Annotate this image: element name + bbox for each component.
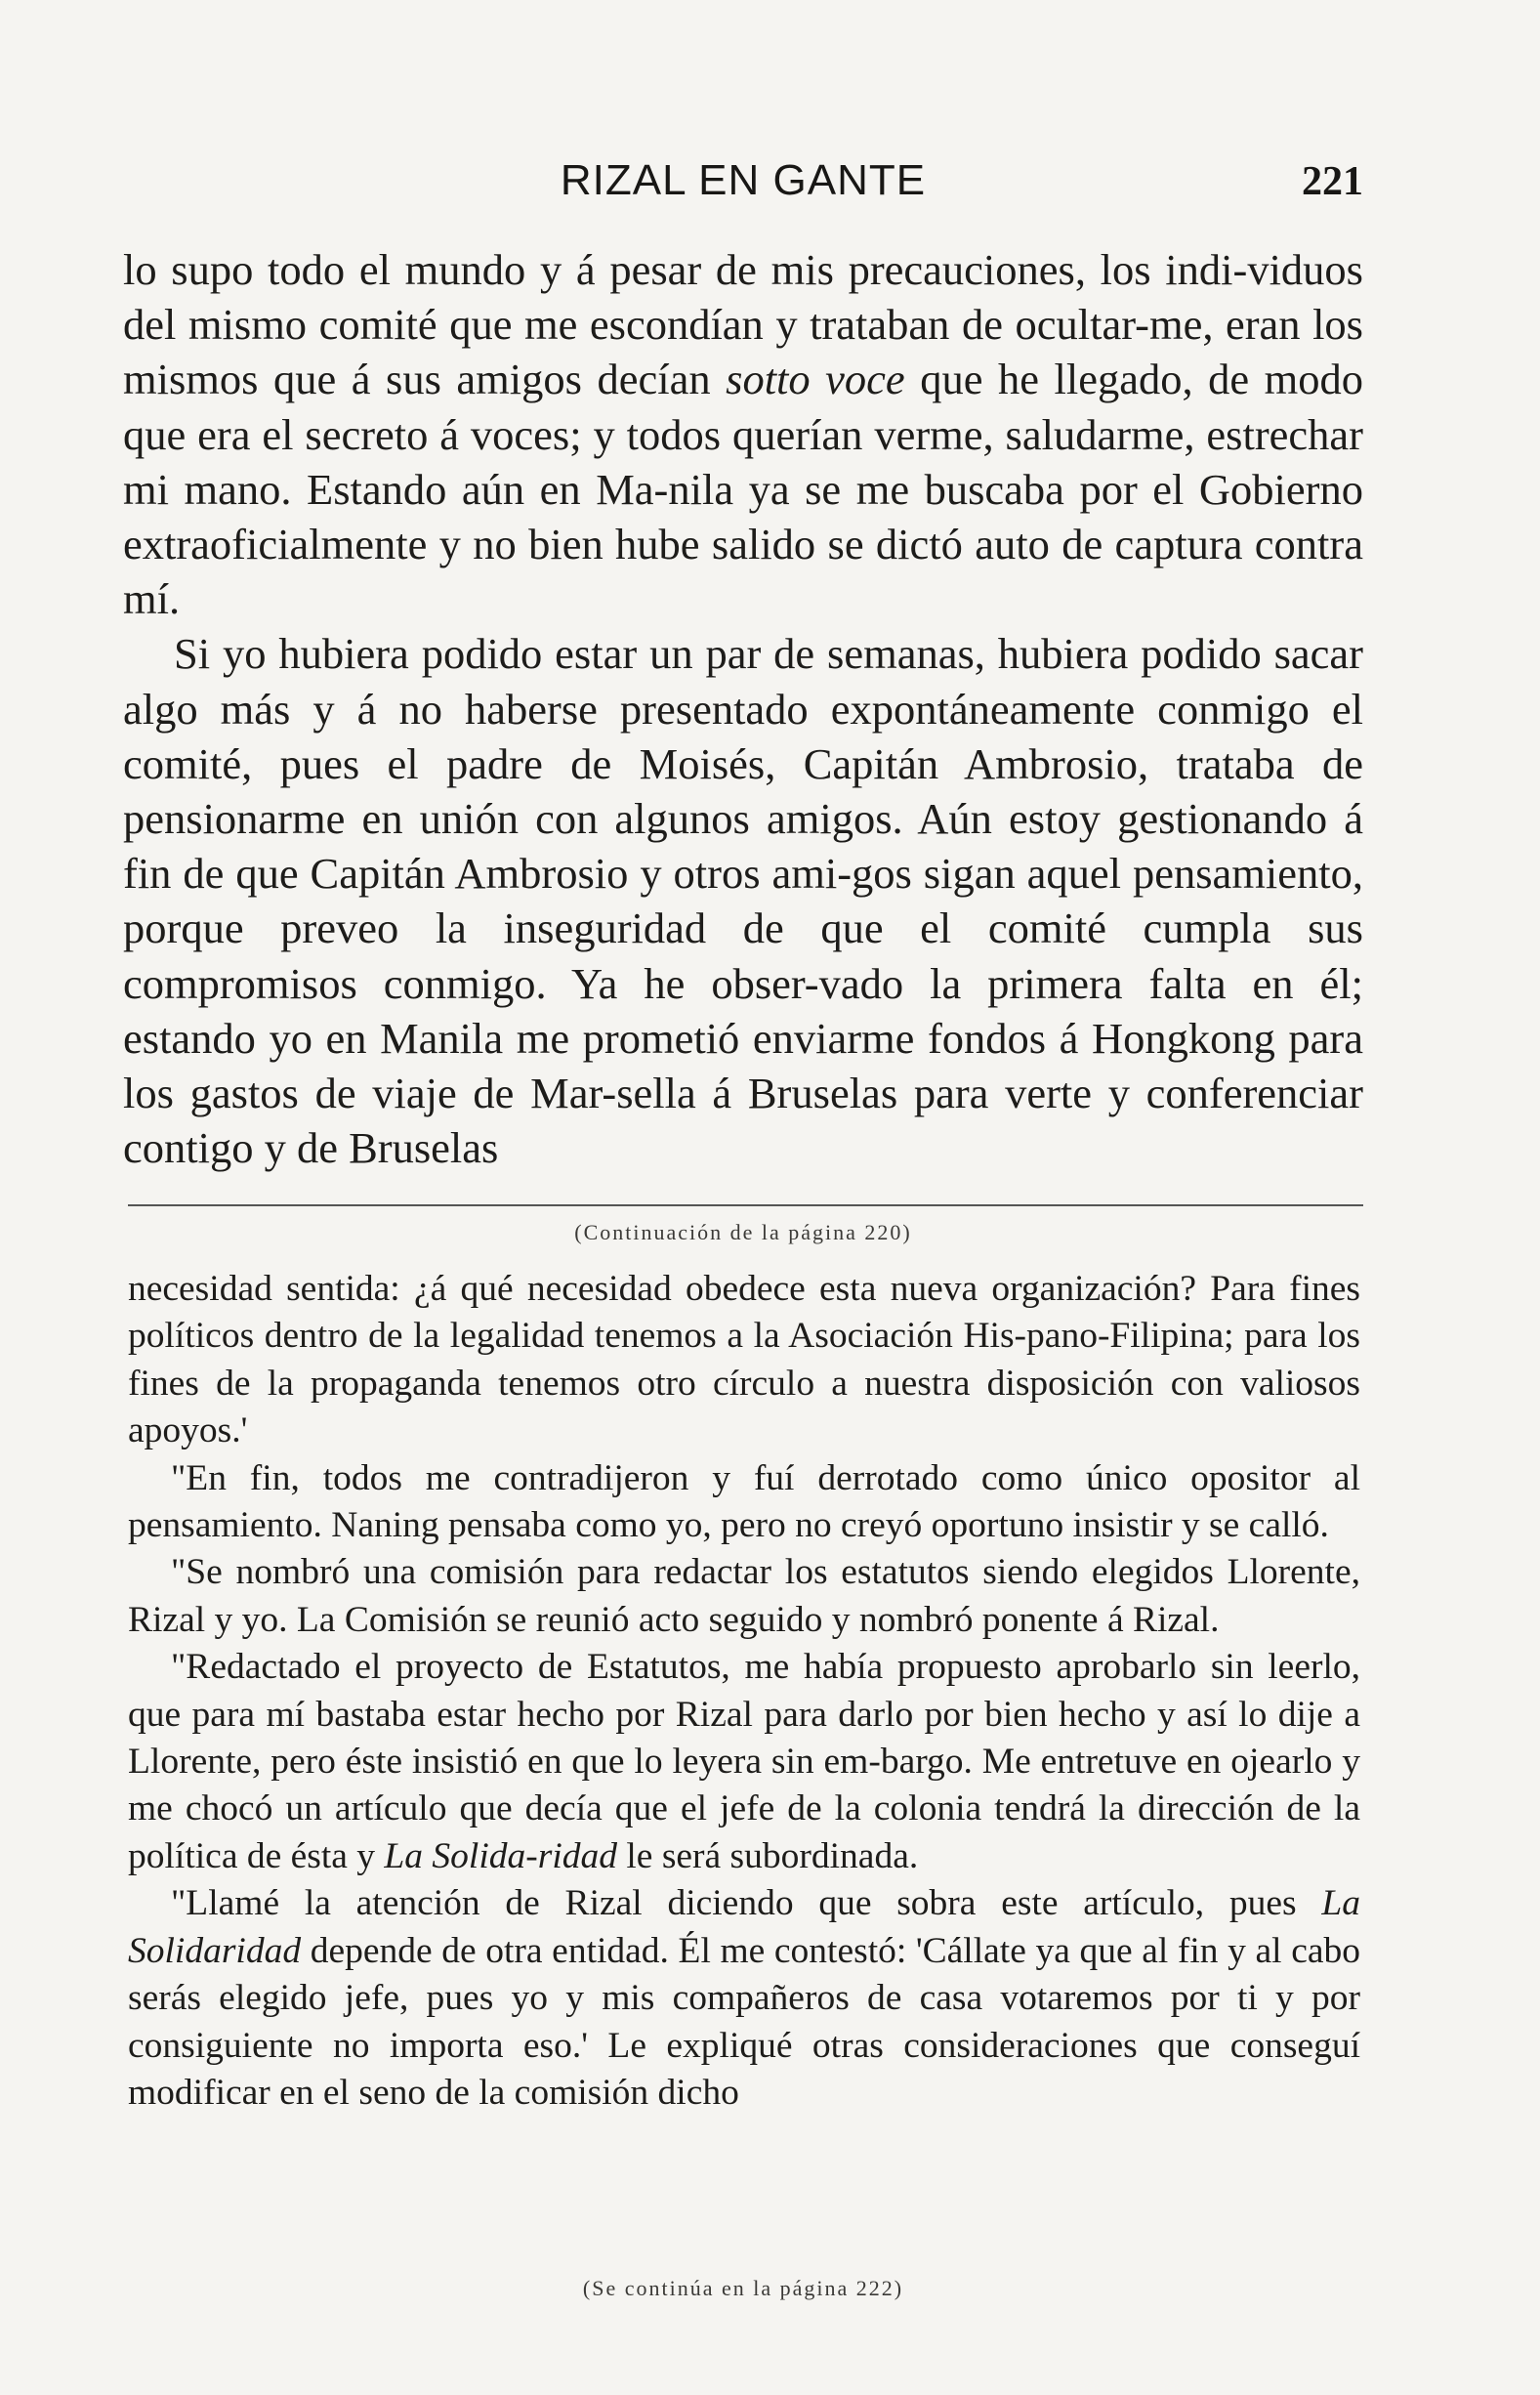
italic-phrase: sotto voce [726, 355, 905, 404]
continued-from-label: (Continuación de la página 220) [574, 1220, 912, 1244]
continued-on-label: (Se continúa en la página 222) [582, 2276, 904, 2300]
italic-title: La Solida-ridad [384, 1835, 617, 1876]
italic-title: La Solidaridad [128, 1883, 1360, 1971]
note-paragraph-5: "Llamé la atención de Rizal diciendo que sobra este artículo, pues La Solidaridad depende de otra entidad. Él me contestó: 'Cállate ya que al fin y al cabo serás elegido jefe, pues yo y mis compañeros de casa votaremos por ti y por consiguiente no importa eso.' Le expliqué otras consideraciones que conseguí modificar en el seno de la comisión dicho [128, 1883, 1360, 2113]
running-title: RIZAL EN GANTE [560, 156, 927, 204]
main-paragraph-2: Si yo hubiera podido estar un par de semanas, hubiera podido sacar algo más y á no haberse presentado expontáneamente conmigo el comité, pues el padre de Moisés, Capitán Ambrosio, trataba de pensionarme en unión con algunos amigos. Aún estoy gestionando á fin de que Capitán Ambrosio y otros ami-gos sigan aquel pensamiento, porque preveo la inseguridad de que el comité cumpla sus compromisos conmigo. Ya he obser-vado la primera falta en él; estando yo en Manila me prometió enviarme fondos á Hongkong para los gastos de viaje de Mar-sella á Bruselas para verte y conferenciar contigo y de Bruselas [123, 629, 1363, 1173]
note-paragraph-1: necesidad sentida: ¿á qué necesidad obedece esta nueva organización? Para fines políticos dentro de la legalidad tenemos a la Asociación His-pano-Filipina; para los fines de la propaganda tenemos otro círculo a nuestra disposición con valiosos apoyos.' [128, 1269, 1360, 1451]
note-text [128, 1266, 1360, 2117]
note-paragraph-4: "Redactado el proyecto de Estatutos, me había propuesto aprobarlo sin leerlo, que para mí bastaba estar hecho por Rizal para darlo por bien hecho y así lo dije a Llorente, pero éste insistió en que lo leyera sin em-bargo. Me entretuve en ojearlo y me chocó un artículo que decía que el jefe de la colonia tendrá la dirección de la política de ésta y La Solida-ridad le será subordinada. [128, 1647, 1360, 1876]
page-number: 221 [1302, 159, 1363, 204]
footnote-rule [128, 1204, 1363, 1206]
main-paragraph-1: lo supo todo el mundo y á pesar de mis precauciones, los indi-viduos del mismo comité que me escondían y trataban de ocultar-me, eran los mismos que á sus amigos decían sotto voce que he llegado, de modo que era el secreto á voces; y todos querían verme, saludarme, estrechar mi mano. Estando aún en Ma-nila ya se me buscaba por el Gobierno extraoficialmente y no bien hube salido se dictó auto de captura contra mí. [123, 245, 1363, 624]
main-text [123, 242, 1363, 1175]
note-paragraph-2: "En fin, todos me contradijeron y fuí derrotado como único opositor al pensamiento. Naning pensaba como yo, pero no creyó oportuno insistir y se calló. [128, 1457, 1360, 1546]
note-paragraph-3: "Se nombró una comisión para redactar los estatutos siendo elegidos Llorente, Rizal y yo. La Comisión se reunió acto seguido y nombró ponente á Rizal. [128, 1552, 1360, 1640]
running-head [123, 156, 1363, 215]
